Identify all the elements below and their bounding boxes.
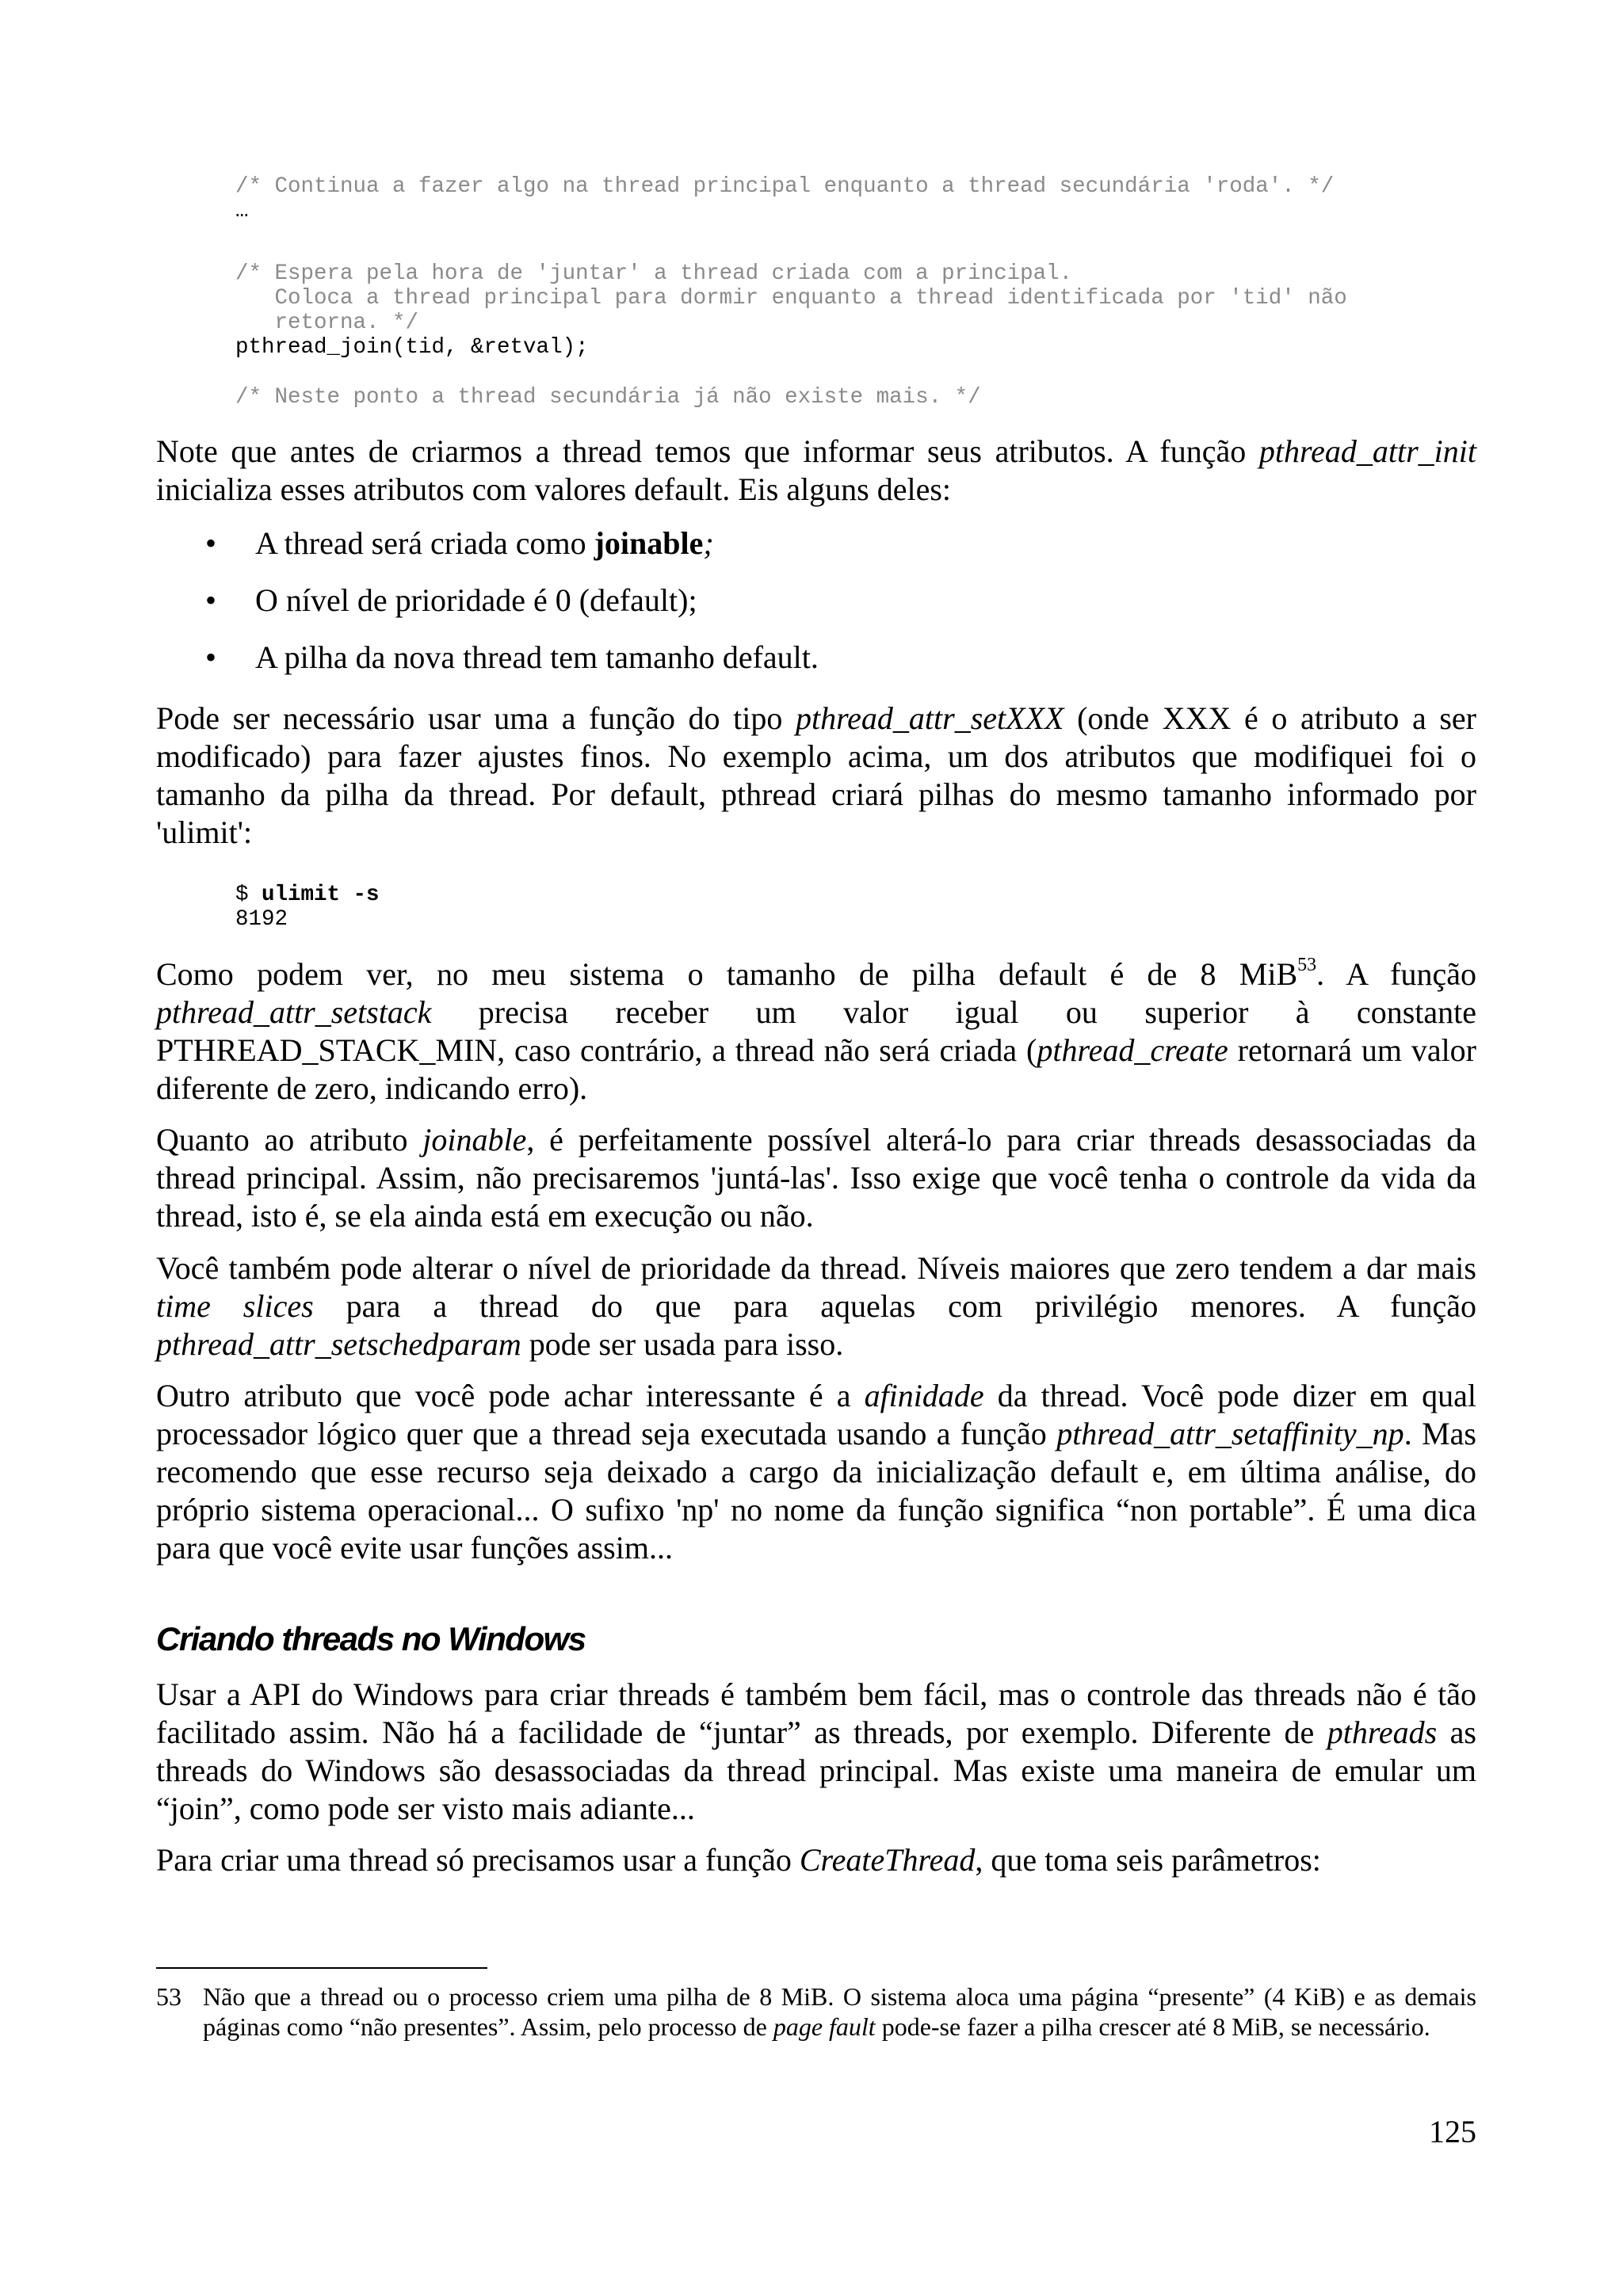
- func-createthread: CreateThread: [799, 1842, 976, 1878]
- bullet-icon: •: [205, 525, 217, 561]
- footnote-53: 53 Não que a thread ou o processo criem uma pilha de 8 MiB. O sistema aloca uma página “presente” (4 KiB) e as demais páginas como “não presentes”. Assim, pelo processo de page fault pode-se fazer a pilha crescer até 8 MiB, se necessário.: [156, 1982, 1476, 2041]
- code-comment-wait-2: Coloca a thread principal para dormir enquanto a thread identificada por 'tid' não: [235, 286, 1347, 311]
- bullet-icon: •: [205, 582, 217, 618]
- shell-output: 8192: [235, 907, 288, 932]
- paragraph-joinable: Quanto ao atributo joinable, é perfeitamente possível alterá-lo para criar threads desassociadas da thread principal. Assim, não precisaremos 'juntá-las'. Isso exige que você tenha o controle da vida da thread, isto é, se ela ainda está em execução ou não.: [156, 1122, 1476, 1234]
- footnote-ref-53[interactable]: 53: [1297, 954, 1317, 975]
- code-comment-done: /* Neste ponto a thread secundária já não existe mais. */: [235, 385, 981, 410]
- code-comment-continue: /* Continua a fazer algo na thread principal enquanto a thread secundária 'roda'. */: [235, 174, 1335, 199]
- func-pthread-attr-setxxx: pthread_attr_setXXX: [795, 700, 1064, 736]
- paragraph-attributes-intro: Note que antes de criarmos a thread temos que informar seus atributos. A função pthread_attr_init inicializa esses atributos com valores default. Eis alguns deles:: [156, 433, 1476, 507]
- paragraph-createthread: Para criar uma thread só precisamos usar a função CreateThread, que toma seis parâmetros:: [156, 1842, 1321, 1878]
- shell-command: ulimit -s: [262, 883, 380, 907]
- code-comment-wait-1: /* Espera pela hora de 'juntar' a thread criada com a principal.: [235, 261, 1073, 286]
- func-pthread-attr-setstack: pthread_attr_setstack: [156, 994, 432, 1030]
- section-heading-windows-threads: Criando threads no Windows: [156, 1620, 586, 1657]
- code-block-join: [156, 174, 1347, 410]
- code-pthread-join: pthread_join(tid, &retval);: [235, 335, 589, 360]
- paragraph-affinity: Outro atributo que você pode achar interessante é a afinidade da thread. Você pode dizer em qual processador lógico quer que a thread seja executada usando a função pthread_attr_setaffinity_np. Mas recomendo que esse recurso seja deixado a cargo da inicialização default e, em última análise, do próprio sistema operacional... O sufixo 'np' no nome da função significa “non portable”. É uma dica para que você evite usar funções assim...: [156, 1378, 1477, 1566]
- code-ellipsis: …: [235, 199, 249, 223]
- shell-prompt: $: [235, 883, 262, 907]
- footnote-number: 53: [156, 1982, 181, 2011]
- func-pthread-attr-setschedparam: pthread_attr_setschedparam: [156, 1326, 521, 1362]
- paragraph-priority: Você também pode alterar o nível de prioridade da thread. Níveis maiores que zero tendem a dar mais time slices para a thread do que para aquelas com privilégio menores. A função pthread_attr_setschedparam pode ser usada para isso.: [156, 1250, 1477, 1362]
- func-pthread-attr-init: pthread_attr_init: [1258, 433, 1476, 469]
- footnote-separator: [156, 1967, 487, 1969]
- list-item: • A thread será criada como joinable;: [205, 525, 714, 561]
- code-comment-wait-3: retorna. */: [235, 311, 419, 335]
- list-item: • O nível de prioridade é 0 (default);: [205, 582, 697, 618]
- func-pthread-create: pthread_create: [1037, 1032, 1228, 1068]
- code-block-ulimit: [156, 883, 380, 932]
- paragraph-stack-size: Como podem ver, no meu sistema o tamanho de pilha default é de 8 MiB$^{53}$. A função pthread_attr_setstack precisa receber um valor igual ou superior à constante PTHREAD_STACK_MIN, caso contrário, a thread não será criada (pthread_create retornará um valor diferente de zero, indicando erro).: [156, 954, 1477, 1106]
- list-item: • A pilha da nova thread tem tamanho default.: [205, 639, 819, 675]
- func-pthread-attr-setaffinity-np: pthread_attr_setaffinity_np: [1056, 1416, 1404, 1451]
- paragraph-setxxx: Pode ser necessário usar uma a função do tipo pthread_attr_setXXX (onde XXX é o atributo a ser modificado) para fazer ajustes finos. No exemplo acima, um dos atributos que modifiquei foi o tamanho da pilha da thread. Por default, pthread criará pilhas do mesmo tamanho informado por 'ulimit':: [156, 700, 1476, 850]
- paragraph-windows-api: Usar a API do Windows para criar threads é também bem fácil, mas o controle das threads não é tão facilitado assim. Não há a facilidade de “juntar” as threads, por exemplo. Diferente de pthreads as threads do Windows são desassociadas da thread principal. Mas existe uma maneira de emular um “join”, como pode ser visto mais adiante...: [156, 1676, 1477, 1826]
- default-attributes-list: [156, 524, 1476, 677]
- bullet-icon: •: [205, 639, 217, 675]
- page-number: 125: [1429, 2114, 1476, 2149]
